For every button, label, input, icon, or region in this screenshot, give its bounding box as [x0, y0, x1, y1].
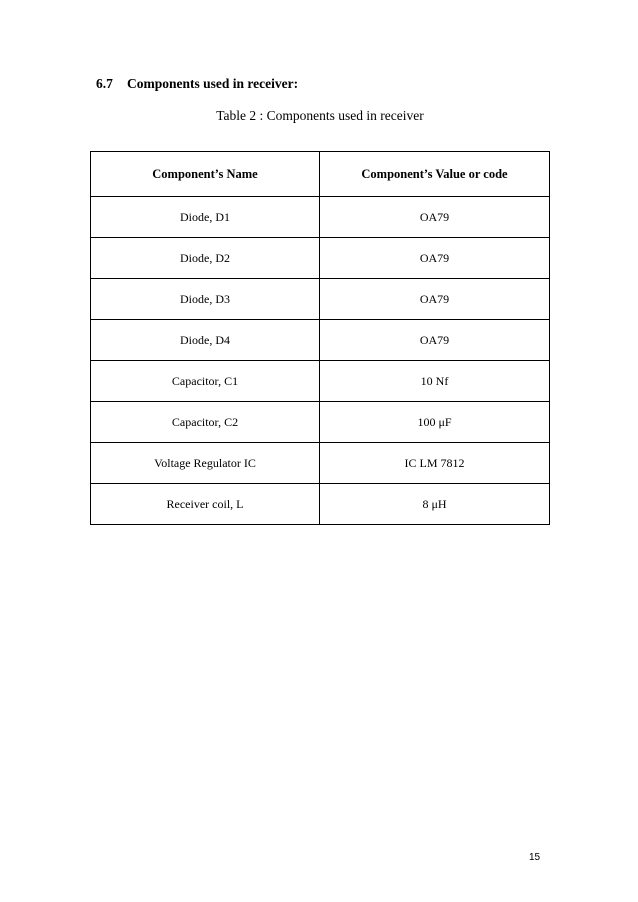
component-name-cell: Diode, D4 — [91, 320, 320, 361]
component-name-cell: Diode, D1 — [91, 197, 320, 238]
table-row — [91, 361, 550, 402]
component-value-cell: OA79 — [320, 197, 550, 238]
component-name-cell: Diode, D2 — [91, 238, 320, 279]
table-row — [91, 279, 550, 320]
table-header-row — [91, 152, 550, 197]
component-name-cell: Receiver coil, L — [91, 484, 320, 525]
component-name-cell: Voltage Regulator IC — [91, 443, 320, 484]
component-value-cell: OA79 — [320, 320, 550, 361]
page-number: 15 — [529, 852, 541, 863]
table-row — [91, 402, 550, 443]
component-value-cell: 100 μF — [320, 402, 550, 443]
table-row — [91, 484, 550, 525]
component-value-cell: IC LM 7812 — [320, 443, 550, 484]
column-header-component-value: Component’s Value or code — [320, 152, 550, 197]
section-title: Components used in receiver: — [127, 76, 299, 91]
table-caption-text: Table 2 : Components used in receiver — [216, 108, 424, 123]
components-table — [90, 151, 550, 525]
section-heading — [96, 76, 298, 92]
table-row — [91, 443, 550, 484]
component-value-cell: OA79 — [320, 279, 550, 320]
component-value-cell: 10 Nf — [320, 361, 550, 402]
component-name-cell: Capacitor, C1 — [91, 361, 320, 402]
component-name-cell: Diode, D3 — [91, 279, 320, 320]
component-name-cell: Capacitor, C2 — [91, 402, 320, 443]
component-value-cell: OA79 — [320, 238, 550, 279]
table-row — [91, 320, 550, 361]
section-number: 6.7 — [96, 76, 113, 91]
table-caption — [0, 108, 638, 124]
table-row — [91, 197, 550, 238]
column-header-component-name: Component’s Name — [91, 152, 320, 197]
component-value-cell: 8 μH — [320, 484, 550, 525]
table-row — [91, 238, 550, 279]
